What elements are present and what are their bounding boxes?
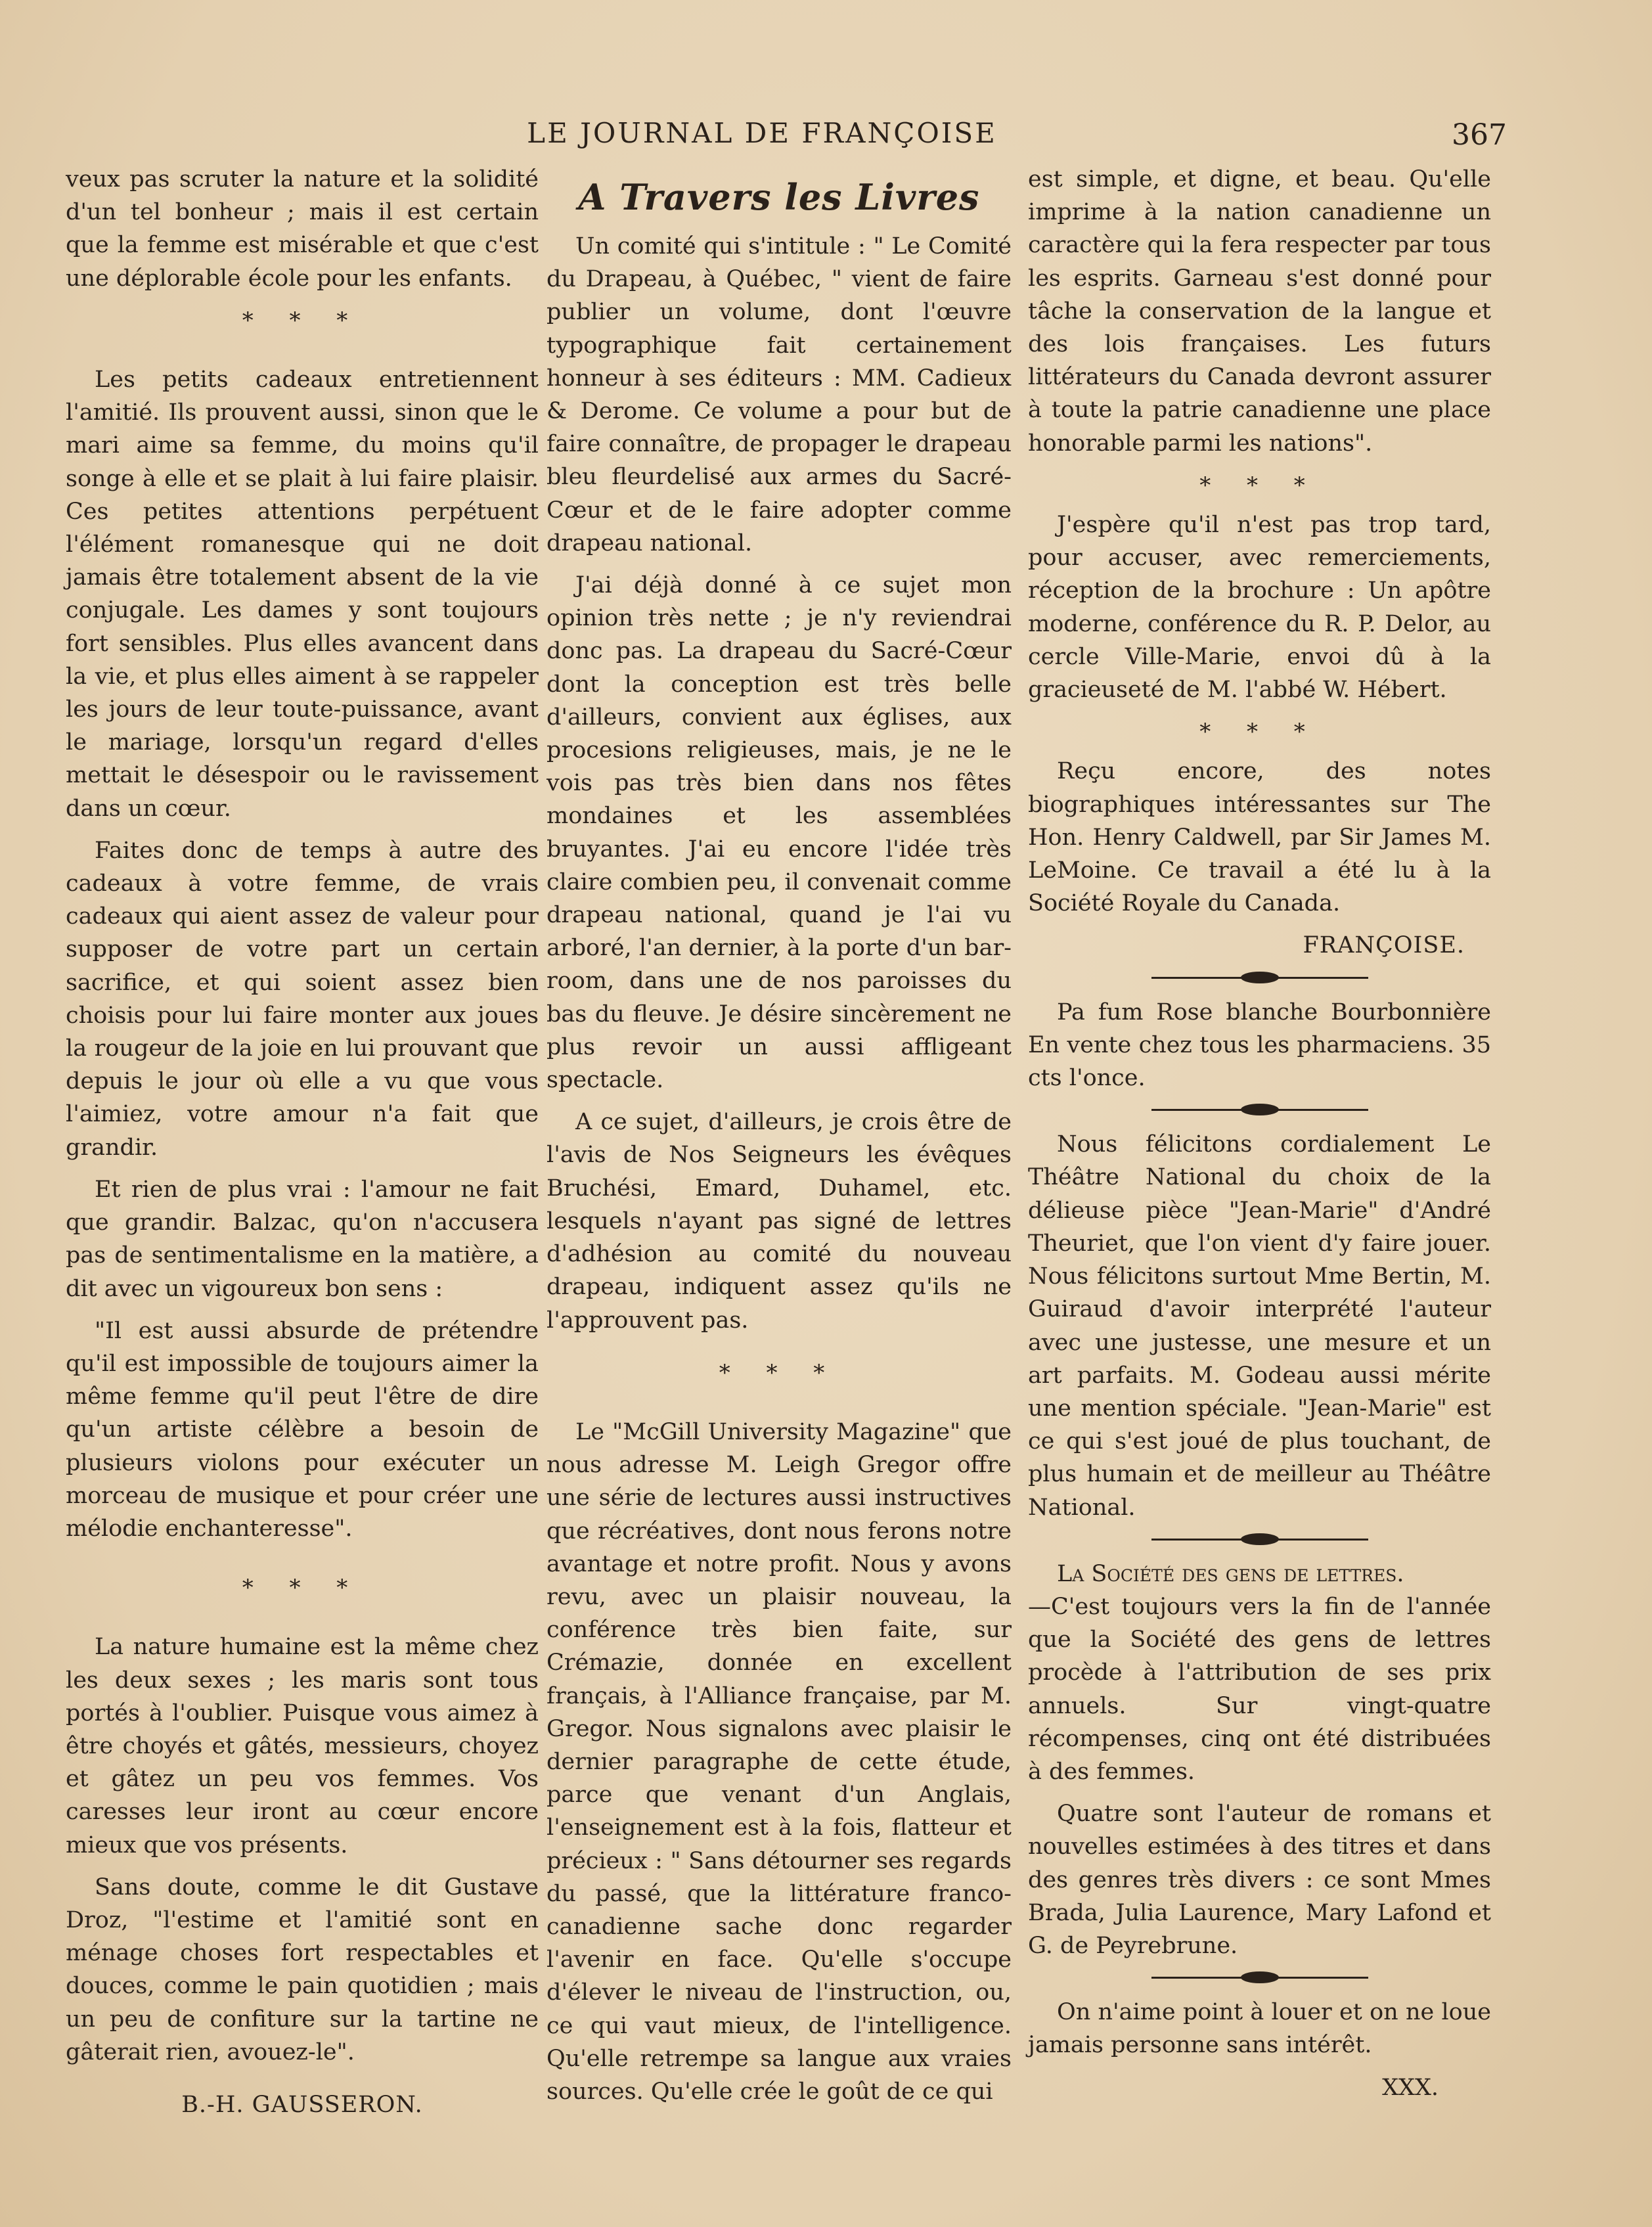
paragraph-heading: La Société des gens de lettres. bbox=[1057, 1560, 1404, 1587]
paragraph: Sans doute, comme le dit Gustave Droz, "l'estime et l'amitié sont en ménage choses fort respectables et douces, comme le pain quotidien ; mais un peu de confiture sur la tartine ne gâterait rien, avouez-le". bbox=[66, 1874, 539, 2065]
paragraph: Un comité qui s'intitule : " Le Comité du Drapeau, à Québec, " vient de faire publier un volume, dont l'œuvre typographique fait certainement honneur à ses éditeurs : MM. Cadieux & Derome. Ce volume a pour but de faire connaître, de propager le drapeau bleu fleurdelisé aux armes du Sacré-Cœur et de le faire adopter comme drapeau national. bbox=[547, 233, 1012, 556]
page-number: 367 bbox=[1452, 118, 1507, 152]
paragraph: veux pas scruter la nature et la solidité d'un tel bonheur ; mais il est certain que la femme est misérable et que c'est une déplorable école pour les enfants. bbox=[66, 166, 539, 292]
running-head: LE JOURNAL DE FRANÇOISE bbox=[527, 117, 997, 149]
paragraph-body: —C'est toujours vers la fin de l'année que la Société des gens de lettres procède à l'attribution de ses prix annuels. Sur vingt-quatre récompenses, cinq ont été distribuées à des femmes. bbox=[1028, 1593, 1491, 1785]
section-separator: * * * bbox=[719, 1359, 839, 1386]
author-signature: B.-H. GAUSSERON. bbox=[181, 2091, 423, 2118]
paragraph: Et rien de plus vrai : l'amour ne fait que grandir. Balzac, qu'on n'accusera pas de sentimentalisme en la matière, a dit avec un vigoureux bon sens : bbox=[66, 1176, 539, 1302]
paragraph: J'espère qu'il n'est pas trop tard, pour accuser, avec remerciements, réception de la brochure : Un apôtre moderne, conférence du R. P. Delor, au cercle Ville-Marie, envoi dû à la gracieuseté de M. l'abbé W. Hébert. bbox=[1028, 512, 1491, 704]
section-separator: * * * bbox=[1199, 472, 1320, 499]
ornamental-rule bbox=[1151, 1109, 1368, 1111]
paragraph: On n'aime point à louer et on ne loue jamais personne sans intérêt. bbox=[1028, 1999, 1491, 2059]
advertisement: Pa fum Rose blanche Bourbonnière En vente chez tous les pharmaciens. 35 cts l'once. bbox=[1028, 999, 1491, 1092]
quotation: "Il est aussi absurde de prétendre qu'il est impossible de toujours aimer la même femme qu'il peut l'être de dire qu'un artiste célèbre a besoin de plusieurs violons pour exécuter un morceau de musique et pour créer une mélodie enchanteresse". bbox=[66, 1317, 539, 1542]
paragraph bbox=[1028, 1558, 1491, 1788]
ornamental-rule bbox=[1151, 977, 1368, 979]
column-left bbox=[66, 163, 539, 2121]
column-right bbox=[1028, 163, 1491, 2104]
paragraph: Quatre sont l'auteur de romans et nouvelles estimées à des titres et dans des genres très divers : ce sont Mmes Brada, Julia Laurence, Mary Lafond et G. de Peyrebrune. bbox=[1028, 1801, 1491, 1959]
paragraph: Faites donc de temps à autre des cadeaux à votre femme, de vrais cadeaux qui aient assez de valeur pour supposer de votre part un certain sacrifice, et qui soient assez bien choisis pour lui faire monter aux joues la rougeur de la joie en lui prouvant que depuis le jour où elle a vu que vous l'aimiez, votre amour n'a fait que grandir. bbox=[66, 837, 539, 1161]
section-separator: * * * bbox=[242, 1575, 363, 1602]
ornament-icon bbox=[1241, 1971, 1279, 1983]
paragraph: Reçu encore, des notes biographiques intéressantes sur The Hon. Henry Caldwell, par Sir James M. LeMoine. Ce travail a été lu à la Société Royale du Canada. bbox=[1028, 758, 1491, 917]
paragraph: J'ai déjà donné à ce sujet mon opinion très nette ; je n'y reviendrai donc pas. La drapeau du Sacré-Cœur dont la conception est très belle d'ailleurs, convient aux églises, aux procesions religieuses, mais, je ne le vois pas très bien dans nos fêtes mondaines et les assemblées bruyantes. J'ai eu encore l'idée très claire combien peu, il convenait comme drapeau national, quand je l'ai vu arboré, l'an dernier, à la porte d'un bar-room, dans une de nos paroisses du bas du fleuve. Je désire sincèrement ne plus revoir un aussi affligeant spectacle. bbox=[547, 572, 1012, 1094]
author-signature: FRANÇOISE. bbox=[1303, 932, 1465, 959]
paragraph: est simple, et digne, et beau. Qu'elle imprime à la nation canadienne un caractère qui la fera respecter par tous les esprits. Garneau s'est donné pour tâche la conservation de la langue et des lois françaises. Les futurs littérateurs du Canada devront assurer à toute la patrie canadienne une place honorable parmi les nations". bbox=[1028, 166, 1491, 457]
ornament-icon bbox=[1241, 1533, 1279, 1545]
paragraph: La nature humaine est la même chez les deux sexes ; les maris sont tous portés à l'oublier. Puisque vous aimez à être choyés et gâtés, messieurs, choyez et gâtez un peu vos femmes. Vos caresses leur iront au cœur encore mieux que vos présents. bbox=[66, 1634, 539, 1858]
paragraph: Les petits cadeaux entretiennent l'amitié. Ils prouvent aussi, sinon que le mari aime sa femme, du moins qu'il songe à elle et se plait à lui faire plaisir. Ces petites attentions perpétuent l'élément romanesque qui ne doit jamais être totalement absent de la vie conjugale. Les dames y sont toujours fort sensibles. Plus elles avancent dans la vie, et plus elles aiment à se rappeler les jours de leur toute-puissance, avant le mariage, lorsqu'un regard d'elles mettait le désespoir ou le ravissement dans un cœur. bbox=[66, 367, 539, 822]
section-separator: * * * bbox=[1199, 719, 1320, 746]
section-separator: * * * bbox=[242, 307, 363, 334]
ornamental-rule bbox=[1151, 1539, 1368, 1541]
paragraph: A ce sujet, d'ailleurs, je crois être de l'avis de Nos Seigneurs les évêques Bruchési, Emard, Duhamel, etc. lesquels n'ayant pas signé de lettres d'adhésion au comité du nouveau drapeau, indiquent assez qu'ils ne l'approuvent pas. bbox=[547, 1109, 1012, 1334]
ornament-icon bbox=[1241, 972, 1279, 983]
ornamental-rule bbox=[1151, 1977, 1368, 1979]
author-signature: XXX. bbox=[1382, 2074, 1439, 2101]
paragraph: Nous félicitons cordialement Le Théâtre National du choix de la délieuse pièce "Jean-Marie" d'André Theuriet, que l'on vient d'y faire jouer. Nous félicitons surtout Mme Bertin, M. Guiraud d'avoir interprété l'auteur avec une justesse, une mesure et un art parfaits. M. Godeau aussi mérite une mention spéciale. "Jean-Marie" est ce qui s'est joué de plus touchant, de plus humain et de meilleur au Théâtre National. bbox=[1028, 1131, 1491, 1521]
section-title: A Travers les Livres bbox=[578, 176, 980, 218]
ornament-icon bbox=[1241, 1104, 1279, 1115]
column-middle bbox=[547, 230, 1012, 2117]
paragraph: Le "McGill University Magazine" que nous adresse M. Leigh Gregor offre une série de lectures aussi instructives que récréatives, dont nous ferons notre avantage et notre profit. Nous y avons revu, avec un plaisir nouveau, la conférence très bien faite, sur Crémazie, donnée en excellent français, à l'Alliance française, par M. Gregor. Nous signalons avec plaisir le dernier paragraphe de cette étude, parce que venant d'un Anglais, l'enseignement est à la fois, flatteur et précieux : " Sans détourner ses regards du passé, que la littérature franco-canadienne sache donc regarder l'avenir en face. Qu'elle s'occupe d'élever le niveau de l'instruction, ou, ce qui vaut mieux, de l'intelligence. Qu'elle retrempe sa langue aux vraies sources. Qu'elle crée le goût de ce qui bbox=[547, 1418, 1012, 2105]
